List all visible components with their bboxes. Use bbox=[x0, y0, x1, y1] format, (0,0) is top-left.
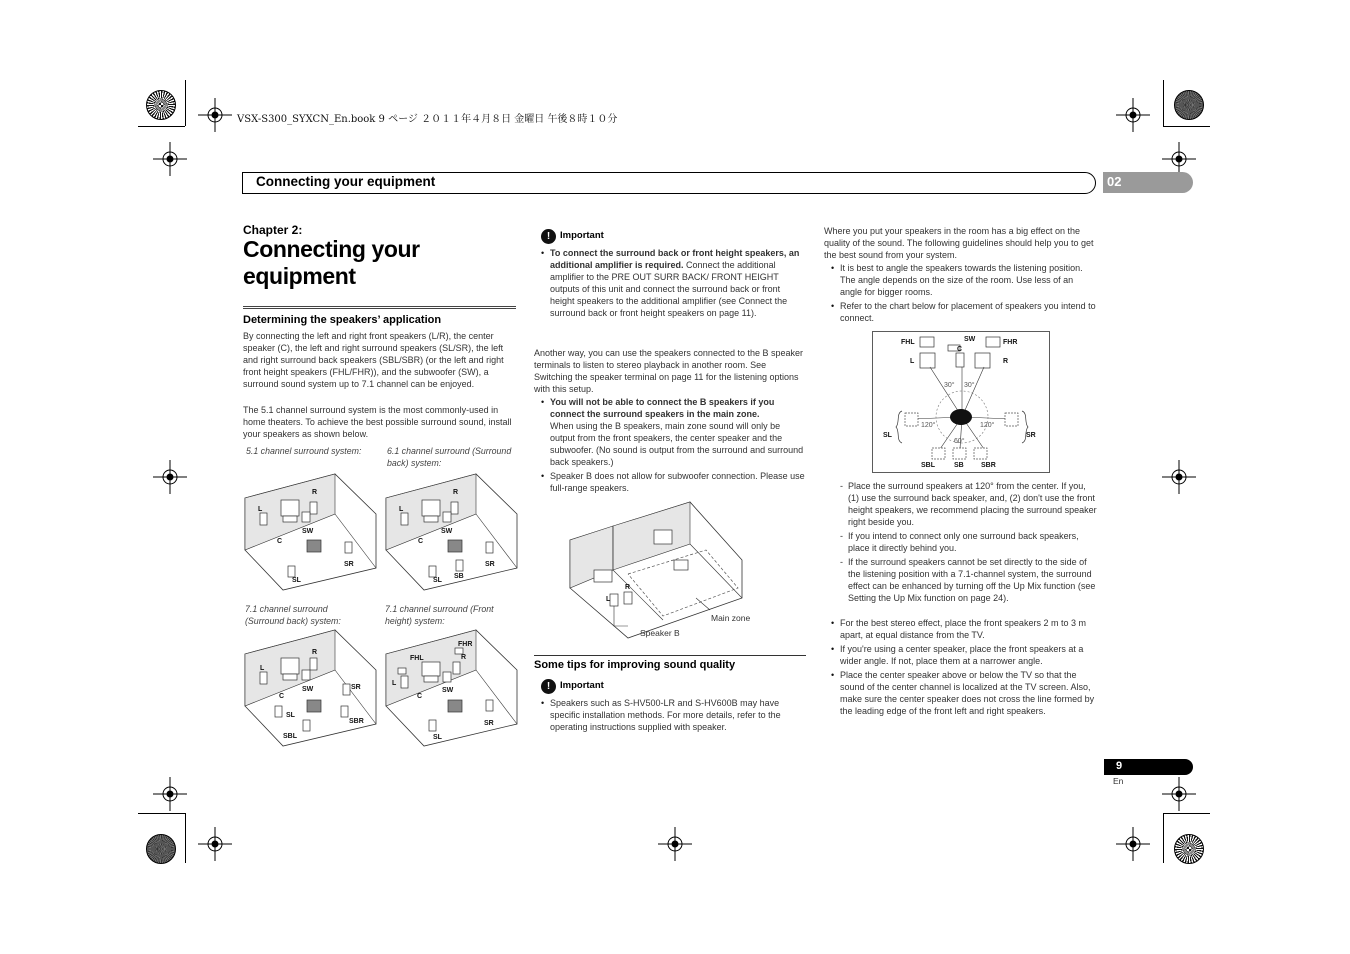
chart-label: SB bbox=[954, 462, 964, 469]
page-language: En bbox=[1113, 776, 1124, 786]
main-zone-label: Main zone bbox=[711, 613, 751, 623]
crosshair-mark bbox=[658, 827, 692, 861]
chart-label: L bbox=[910, 358, 915, 365]
placement-bullet: • Place the center speaker above or below the TV so that the sound of the center channel is localized at the TV screen. Also, make sure the center speaker does not cross the line formed by the leading edge of the front left and right speakers. bbox=[831, 669, 1097, 717]
placement-dash-list bbox=[840, 480, 1097, 606]
placement-dash-item: - If you intend to connect only one surround back speakers, place it directly behind you. bbox=[840, 530, 1097, 554]
speaker-label: SR bbox=[344, 561, 354, 568]
speaker-b-bullet: • Speaker B does not allow for subwoofer connection. Please use full-range speakers. bbox=[541, 470, 806, 494]
chapter-title: Connecting your equipment bbox=[243, 236, 420, 289]
page-number: 9 bbox=[1116, 760, 1123, 772]
speaker-label: SW bbox=[302, 686, 314, 693]
placement-bullet: • If you're using a center speaker, place the front speakers at a wider angle. If not, place them at a narrower angle. bbox=[831, 643, 1097, 667]
speaker-label-l: L bbox=[606, 596, 611, 603]
important-label: Important bbox=[560, 680, 604, 691]
speaker-label: SR bbox=[351, 684, 361, 691]
speaker-label: SBL bbox=[283, 733, 297, 740]
speaker-b-paragraph: Another way, you can use the speakers connected to the B speaker terminals to listen to stereo playback in another room. See Switching the speaker terminal on page 11 for the listening options with this setup. bbox=[534, 348, 803, 394]
speaker-label: SL bbox=[433, 577, 442, 584]
header-title: Connecting your equipment bbox=[256, 174, 436, 189]
speaker-b-bullet-bold: You will not be able to connect the B speakers if you connect the surround speakers in the main zone. bbox=[550, 397, 775, 419]
important-icon: ! bbox=[541, 679, 556, 694]
print-header: VSX-S300_SYXCN_En.book 9 ページ ２０１１年４月８日 金曜日 午後８時１０分 bbox=[237, 114, 618, 125]
important-label: Important bbox=[560, 230, 604, 241]
crosshair-mark bbox=[153, 777, 187, 811]
chart-angle: 120° bbox=[980, 422, 995, 429]
chart-label: R bbox=[1003, 358, 1009, 365]
diagram-caption: 7.1 channel surround (Surround back) system: bbox=[245, 604, 341, 626]
speaker-label: FHL bbox=[410, 655, 424, 662]
registration-rosette-bottom-right bbox=[1174, 834, 1204, 864]
room-diagram-5-1 bbox=[243, 472, 378, 592]
speaker-label: SW bbox=[302, 528, 314, 535]
chart-label: SBL bbox=[921, 462, 935, 469]
crosshair-mark bbox=[1116, 98, 1150, 132]
speaker-label: FHR bbox=[458, 641, 473, 648]
placement-intro: Where you put your speakers in the room has a big effect on the quality of the sound. The following guidelines should help you to get the best sound from your system. bbox=[824, 226, 1094, 260]
speaker-label: SW bbox=[442, 687, 454, 694]
placement-list bbox=[831, 617, 1097, 719]
section-paragraph: By connecting the left and right front speakers (L/R), the center speaker (C), the left and right surround speakers (SL/SR), the left and right surround back speakers (SBL/SBR) (or the left and right front height speakers (FHL/FHR)), and the subwoofer (SW), a surround sound system up to 7.1 channel can be enjoyed. bbox=[243, 331, 504, 389]
chart-label: SW bbox=[964, 336, 976, 343]
room-diagram-7-1-front-height bbox=[384, 628, 519, 748]
important-bullet-bold: To connect the surround back or front height speakers, an additional amplifier is required. bbox=[550, 248, 800, 270]
speaker-label: L bbox=[399, 506, 404, 513]
speaker-label: SR bbox=[485, 561, 495, 568]
registration-rosette-bottom-left bbox=[146, 834, 176, 864]
chart-label: FHR bbox=[1003, 339, 1018, 346]
crosshair-mark bbox=[198, 827, 232, 861]
important-bullet-text: Connect the additional amplifier to the PRE OUT SURR BACK/ FRONT HEIGHT outputs of this unit and connect the surround back or front height speakers to the additional amplifier (see Connect the surround back or front height speakers on page 11). bbox=[550, 260, 788, 318]
speaker-placement-chart bbox=[872, 331, 1052, 474]
placement-bullet: • It is best to angle the speakers towards the listening position. The angle depends on the size of the room. Use less of an angle for bigger rooms. bbox=[831, 262, 1097, 298]
speaker-b-list bbox=[541, 396, 806, 496]
chapter-label: Chapter 2: bbox=[243, 223, 303, 237]
room-diagram-6-1 bbox=[384, 472, 519, 592]
speaker-label: C bbox=[418, 538, 424, 545]
tips-list bbox=[541, 697, 806, 735]
registration-rosette-top-left bbox=[146, 90, 176, 120]
speaker-label: SR bbox=[484, 720, 494, 727]
placement-dash-item: - Place the surround speakers at 120° from the center. If you, (1) use the surround back speaker, and, (2) don't use the front height speakers, we recommend placing the surround speaker right beside you. bbox=[840, 480, 1097, 528]
placement-dash-item: - If the surround speakers cannot be set directly to the side of the listening position with a 7.1-channel system, the surround effect can be enhanced by turning off the Up Mix function (see Setting the Up Mix function on page 24). bbox=[840, 556, 1097, 604]
section-paragraph: The 5.1 channel surround system is the most commonly-used in home theaters. To achieve the best possible surround sound, install your speakers as shown below. bbox=[243, 405, 512, 439]
speaker-label: SB bbox=[454, 573, 464, 580]
speaker-b-diagram bbox=[568, 498, 753, 643]
tips-bullet: • Speakers such as S-HV500-LR and S-HV600B may have specific installation methods. For more details, refer to the operating instructions supplied with speaker. bbox=[541, 697, 806, 733]
crosshair-mark bbox=[1162, 142, 1196, 176]
speaker-b-label: Speaker B bbox=[640, 628, 680, 638]
placement-bullet: • For the best stereo effect, place the front speakers 2 m to 3 m apart, at equal distance from the TV. bbox=[831, 617, 1097, 641]
speaker-label: R bbox=[453, 489, 459, 496]
chart-angle: 30° bbox=[964, 382, 975, 389]
section-heading: Some tips for improving sound quality bbox=[534, 659, 736, 671]
chart-angle: 60° bbox=[954, 438, 965, 445]
chart-label: C bbox=[957, 346, 963, 353]
speaker-label: R bbox=[461, 654, 467, 661]
registration-rosette-top-right bbox=[1174, 90, 1204, 120]
room-diagram-7-1-surround-back bbox=[243, 628, 378, 748]
important-bullet bbox=[541, 247, 806, 319]
placement-bullet: • Refer to the chart below for placement of speakers you intend to connect. bbox=[831, 300, 1097, 324]
crosshair-mark bbox=[1162, 777, 1196, 811]
speaker-label: SL bbox=[292, 577, 301, 584]
speaker-b-bullet bbox=[541, 396, 806, 468]
section-heading: Determining the speakers’ application bbox=[243, 314, 442, 326]
placement-list bbox=[831, 262, 1097, 326]
crosshair-mark bbox=[198, 98, 232, 132]
speaker-label: R bbox=[312, 489, 318, 496]
speaker-b-bullet-text: When using the B speakers, main zone sound will only be output from the front speakers, the center speaker and the subwoofer. (No sound is output from the surround and surround back speakers.) bbox=[550, 421, 804, 467]
chapter-number: 02 bbox=[1107, 174, 1122, 189]
speaker-label-r: R bbox=[625, 584, 631, 591]
chart-label: SR bbox=[1026, 432, 1036, 439]
speaker-label: R bbox=[312, 649, 318, 656]
speaker-label: L bbox=[258, 506, 263, 513]
section-rule bbox=[243, 306, 516, 309]
diagram-caption: 7.1 channel surround (Front height) system: bbox=[385, 604, 494, 626]
chart-angle: 30° bbox=[944, 382, 955, 389]
speaker-label: SL bbox=[286, 712, 295, 719]
crosshair-mark bbox=[1162, 460, 1196, 494]
chart-angle: 120° bbox=[921, 422, 936, 429]
diagram-caption: 5.1 channel surround system: bbox=[246, 446, 362, 456]
chart-label: FHL bbox=[901, 339, 915, 346]
important-icon: ! bbox=[541, 229, 556, 244]
speaker-label: C bbox=[279, 693, 285, 700]
chart-label: SBR bbox=[981, 462, 996, 469]
speaker-label: SW bbox=[441, 528, 453, 535]
speaker-label: SL bbox=[433, 734, 442, 741]
section-rule bbox=[534, 655, 806, 656]
speaker-label: L bbox=[392, 680, 397, 687]
chart-label: SL bbox=[883, 432, 892, 439]
crosshair-mark bbox=[1116, 827, 1150, 861]
speaker-label: C bbox=[417, 693, 423, 700]
crosshair-mark bbox=[153, 142, 187, 176]
important-list bbox=[541, 247, 806, 321]
speaker-label: L bbox=[260, 665, 265, 672]
diagram-caption: 6.1 channel surround (Surround back) system: bbox=[387, 446, 512, 468]
speaker-label: SBR bbox=[349, 718, 364, 725]
crosshair-mark bbox=[153, 460, 187, 494]
speaker-label: C bbox=[277, 538, 283, 545]
